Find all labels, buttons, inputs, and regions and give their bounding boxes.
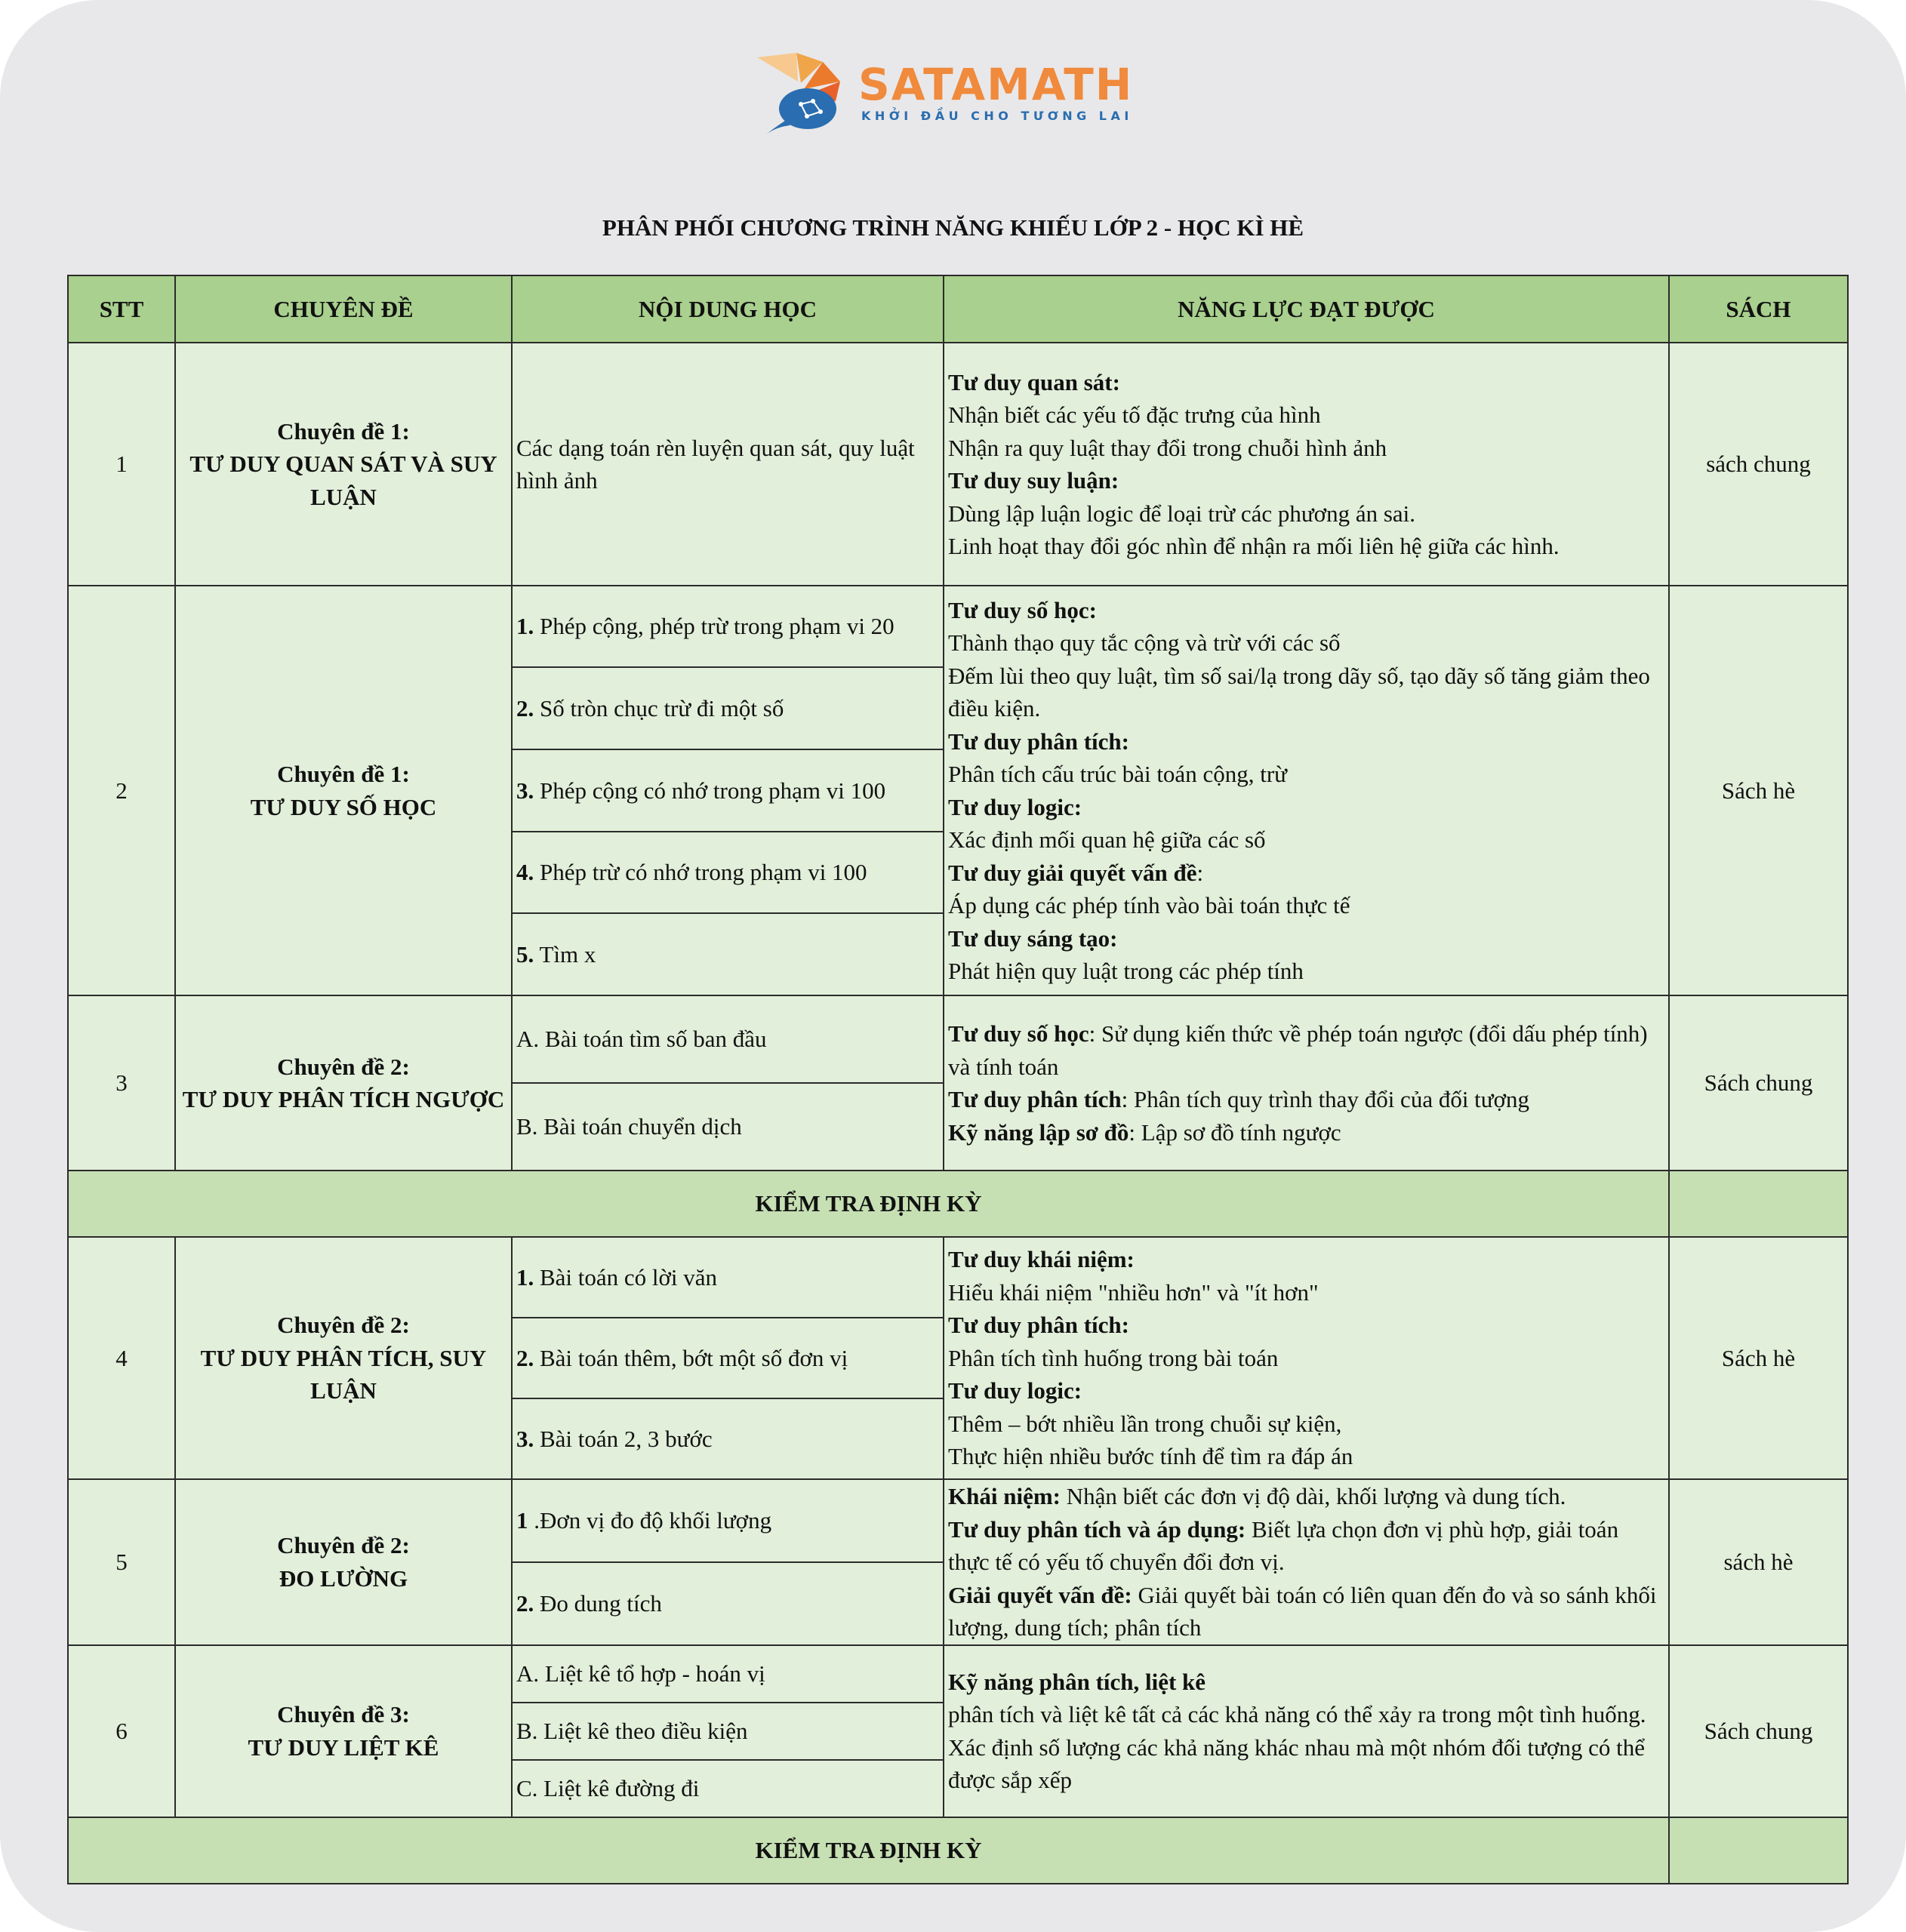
header-stt: STT (68, 275, 175, 343)
stt-cell: 3 (68, 995, 175, 1171)
competency-cell: Tư duy số học: Thành thạo quy tắc cộng và trừ với các số Đếm lùi theo quy luật, tìm số sai/lạ trong dãy số, tạo dãy số tăng giảm theo điều kiện. Tư duy phân tích: Phân tích cấu trúc bài toán cộng, trừ Tư duy logic: Xác định mối quan hệ giữa các số Tư duy giải quyết vấn đề: Áp dụng các phép tính vào bài toán thực tế Tư duy sáng tạo: Phát hiện quy luật trong các phép tính (944, 586, 1669, 995)
competency-cell: Khái niệm: Nhận biết các đơn vị độ dài, khối lượng và dung tích. Tư duy phân tích và áp dụng: Biết lựa chọn đơn vị phù hợp, giải toán thực tế có yếu tố chuyển đổi đơn vị. Giải quyết vấn đề: Giải quyết bài toán có liên quan đến đo và so sánh khối lượng, dung tích; phân tích (944, 1479, 1669, 1645)
stt-cell: 2 (68, 586, 175, 995)
book-cell: Sách chung (1669, 1645, 1848, 1817)
stt-cell: 1 (68, 343, 175, 586)
content-cell: 1 .Đơn vị đo độ khối lượng (512, 1479, 944, 1562)
stt-cell: 6 (68, 1645, 175, 1817)
table-row (68, 1479, 1848, 1562)
table-row (68, 343, 1848, 586)
content-cell: 2. Bài toán thêm, bớt một số đơn vị (512, 1318, 944, 1398)
book-cell: Sách hè (1669, 586, 1848, 995)
header-book: SÁCH (1669, 275, 1848, 343)
exam-label: KIỂM TRA ĐỊNH KỲ (68, 1817, 1669, 1884)
content-cell: 3. Phép cộng có nhớ trong phạm vi 100 (512, 749, 944, 832)
content-cell: B. Liệt kê theo điều kiện (512, 1703, 944, 1760)
exam-book-cell (1669, 1817, 1848, 1884)
competency-cell: Tư duy khái niệm: Hiểu khái niệm "nhiều hơn" và "ít hơn" Tư duy phân tích: Phân tích tình huống trong bài toán Tư duy logic: Thêm – bớt nhiều lần trong chuỗi sự kiện, Thực hiện nhiều bước tính để tìm ra đáp án (944, 1237, 1669, 1479)
stt-cell: 5 (68, 1479, 175, 1645)
header-topic: CHUYÊN ĐỀ (175, 275, 512, 343)
book-cell: Sách chung (1669, 995, 1848, 1171)
satamath-logo (751, 51, 1144, 136)
exam-row (68, 1171, 1848, 1237)
competency-cell: Tư duy quan sát: Nhận biết các yếu tố đặc trưng của hình Nhận ra quy luật thay đổi trong chuỗi hình ảnh Tư duy suy luận: Dùng lập luận logic để loại trừ các phương án sai. Linh hoạt thay đổi góc nhìn để nhận ra mối liên hệ giữa các hình. (944, 343, 1669, 586)
table-row (68, 995, 1848, 1083)
header-content: NỘI DUNG HỌC (512, 275, 944, 343)
exam-row (68, 1817, 1848, 1884)
exam-label: KIỂM TRA ĐỊNH KỲ (68, 1171, 1669, 1237)
book-cell: Sách hè (1669, 1237, 1848, 1479)
page-title: PHÂN PHỐI CHƯƠNG TRÌNH NĂNG KHIẾU LỚP 2 - HỌC KÌ HÈ (602, 214, 1304, 241)
brand-name: SATAMATH (858, 59, 1134, 110)
book-cell: sách chung (1669, 343, 1848, 586)
topic-cell: Chuyên đề 2: TƯ DUY PHÂN TÍCH NGƯỢC (175, 995, 512, 1171)
brand-slogan: KHỞI ĐẦU CHO TƯƠNG LAI (861, 109, 1133, 123)
content-cell: B. Bài toán chuyển dịch (512, 1083, 944, 1171)
content-cell: Các dạng toán rèn luyện quan sát, quy luật hình ảnh (512, 343, 944, 586)
competency-cell: Kỹ năng phân tích, liệt kê phân tích và liệt kê tất cả các khả năng có thể xảy ra trong một tình huống. Xác định số lượng các khả năng khác nhau mà một nhóm đối tượng có thể được sắp xếp (944, 1645, 1669, 1817)
content-cell: 2. Đo dung tích (512, 1562, 944, 1644)
content-cell: 1. Phép cộng, phép trừ trong phạm vi 20 (512, 586, 944, 667)
header-competency: NĂNG LỰC ĐẠT ĐƯỢC (944, 275, 1669, 343)
table-header-row (68, 275, 1848, 343)
content-cell: 3. Bài toán 2, 3 bước (512, 1398, 944, 1479)
content-cell: A. Liệt kê tổ hợp - hoán vị (512, 1645, 944, 1703)
content-cell: 5. Tìm x (512, 913, 944, 995)
topic-cell: Chuyên đề 1: TƯ DUY SỐ HỌC (175, 586, 512, 995)
content-cell: C. Liệt kê đường đi (512, 1760, 944, 1817)
book-cell: sách hè (1669, 1479, 1848, 1645)
topic-cell: Chuyên đề 3: TƯ DUY LIỆT KÊ (175, 1645, 512, 1817)
table-row (68, 1237, 1848, 1318)
competency-cell: Tư duy số học: Sử dụng kiến thức về phép toán ngược (đổi dấu phép tính) và tính toán Tư duy phân tích: Phân tích quy trình thay đổi của đối tượng Kỹ năng lập sơ đồ: Lập sơ đồ tính ngược (944, 995, 1669, 1171)
content-cell: 4. Phép trừ có nhớ trong phạm vi 100 (512, 832, 944, 913)
table-row (68, 1645, 1848, 1703)
curriculum-table (67, 275, 1849, 1884)
table-row (68, 586, 1848, 667)
content-cell: A. Bài toán tìm số ban đầu (512, 995, 944, 1083)
stt-cell: 4 (68, 1237, 175, 1479)
exam-book-cell (1669, 1171, 1848, 1237)
brain-icon (751, 51, 857, 136)
content-cell: 2. Số tròn chục trừ đi một số (512, 667, 944, 749)
content-cell: 1. Bài toán có lời văn (512, 1237, 944, 1318)
topic-cell: Chuyên đề 1: TƯ DUY QUAN SÁT VÀ SUY LUẬN (175, 343, 512, 586)
topic-cell: Chuyên đề 2: TƯ DUY PHÂN TÍCH, SUY LUẬN (175, 1237, 512, 1479)
topic-cell: Chuyên đề 2: ĐO LƯỜNG (175, 1479, 512, 1645)
